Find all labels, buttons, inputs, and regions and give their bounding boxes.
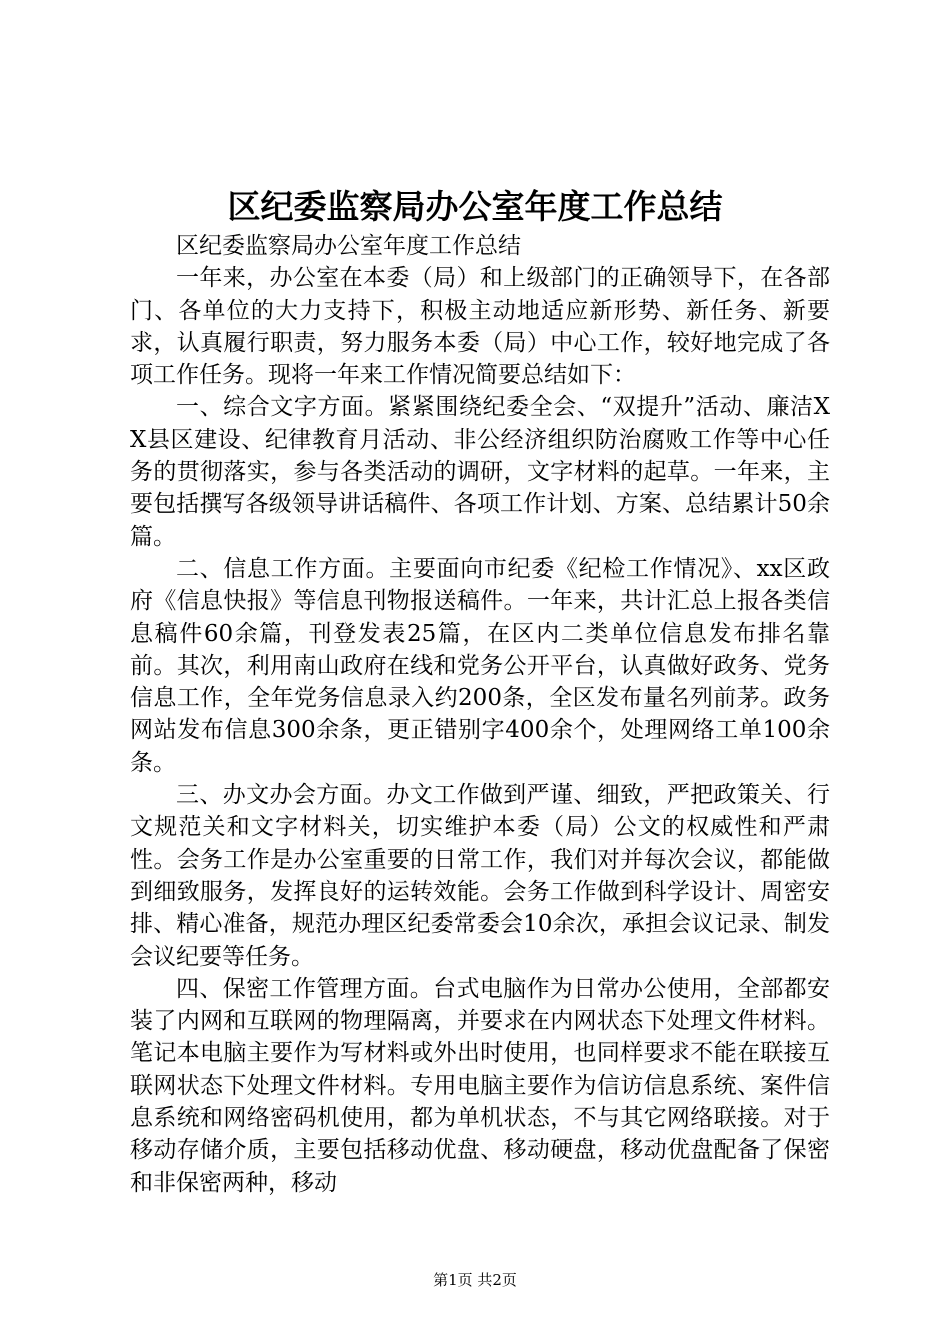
paragraph-section-1: 一、综合文字方面。紧紧围绕纪委全会、“双提升”活动、廉洁XX县区建设、纪律教育月活动、非公经济组织防治腐败工作等中心任务的贯彻落实，参与各类活动的调研，文字材料的起草。一年来，主要包括撰写各级领导讲话稿件、各项工作计划、方案、总结累计50余篇。 bbox=[130, 394, 830, 550]
paragraph-section-4: 四、保密工作管理方面。台式电脑作为日常办公使用，全部都安装了内网和互联网的物理隔离，并要求在内网状态下处理文件材料。笔记本电脑主要作为写材料或外出时使用，也同样要求不能在联接互联网状态下处理文件材料。专用电脑主要作为信访信息系统、案件信息系统和网络密码机使用，都为单机状态，不与其它网络联接。对于移动存储介质，主要包括移动优盘、移动硬盘，移动优盘配备了保密和非保密两种，移动 bbox=[130, 975, 830, 1196]
page-footer: 第1页 共2页 bbox=[433, 1271, 517, 1289]
paragraph-subtitle: 区纪委监察局办公室年度工作总结 bbox=[176, 233, 521, 259]
paragraph-section-3: 三、办文办会方面。办文工作做到严谨、细致，严把政策关、行文规范关和文字材料关，切实维护本委（局）公文的权威性和严肃性。会务工作是办公室重要的日常工作，我们对并每次会议，都能做到细致服务，发挥良好的运转效能。会务工作做到科学设计、周密安排、精心准备，规范办理区纪委常委会10余次，承担会议记录、制发会议纪要等任务。 bbox=[130, 782, 830, 970]
paragraph-intro: 一年来，办公室在本委（局）和上级部门的正确领导下，在各部门、各单位的大力支持下，积极主动地适应新形势、新任务、新要求，认真履行职责，努力服务本委（局）中心工作，较好地完成了各项工作任务。现将一年来工作情况简要总结如下： bbox=[130, 265, 830, 389]
document-body bbox=[130, 230, 830, 1199]
paragraph-section-2: 二、信息工作方面。主要面向市纪委《纪检工作情况》、xx区政府《信息快报》等信息刊物报送稿件。一年来，共计汇总上报各类信息稿件60余篇，刊登发表25篇，在区内二类单位信息发布排名靠前。其次，利用南山政府在线和党务公开平台，认真做好政务、党务信息工作，全年党务信息录入约200条，全区发布量名列前茅。政务网站发布信息300余条，更正错别字400余个，处理网络工单100余条。 bbox=[130, 555, 830, 776]
document-title: 区纪委监察局办公室年度工作总结 bbox=[227, 187, 723, 226]
